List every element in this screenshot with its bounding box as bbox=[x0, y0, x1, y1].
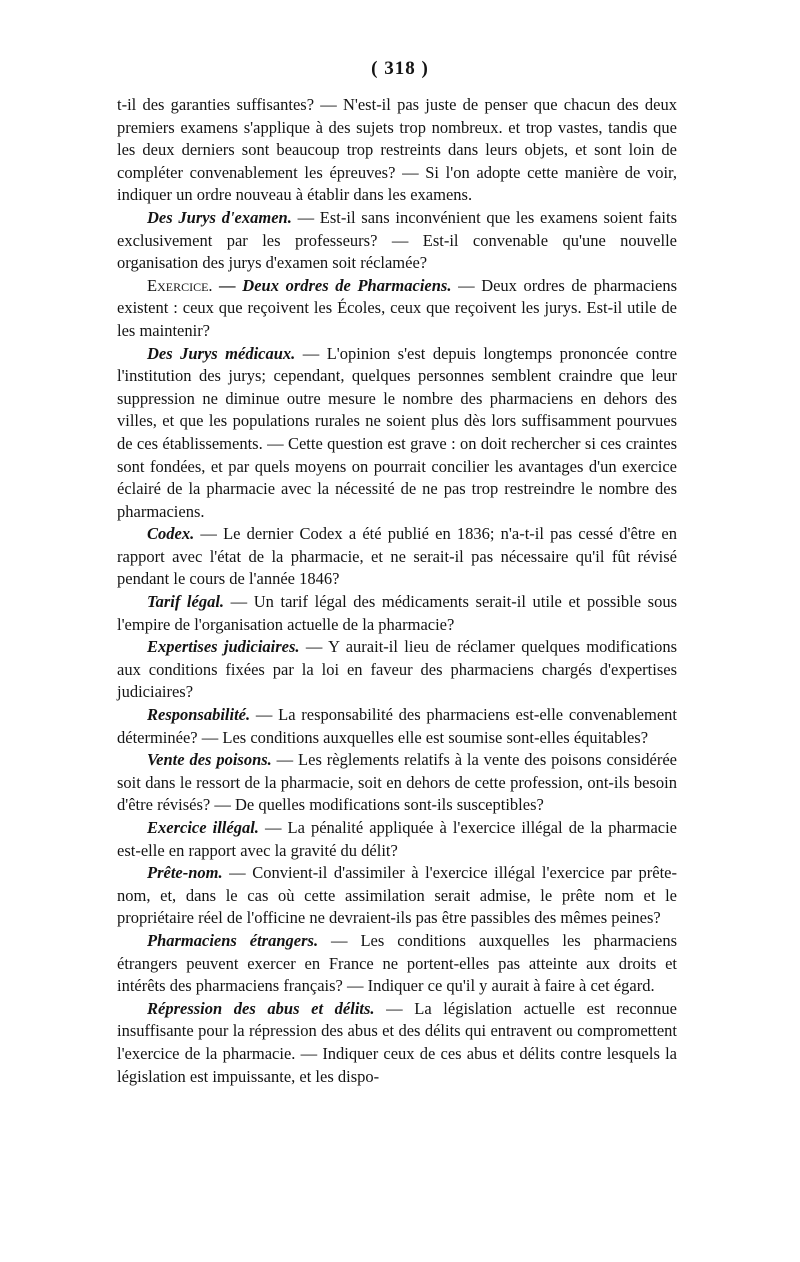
section-heading: Vente des poisons. bbox=[147, 750, 272, 770]
section-heading: Expertises judiciaires. bbox=[147, 637, 300, 657]
section-heading: Des Jurys médicaux. bbox=[147, 343, 296, 363]
paragraph-responsabilite bbox=[117, 704, 677, 749]
section-heading: Prête-nom. bbox=[147, 863, 223, 883]
paragraph-text: — L'opinion s'est depuis longtemps prononcée contre l'institution des jurys; cependant, quelques personnes semblent craindre que leur suppression ne diminue outre mesure le nombre des pharmaciens en dehors des villes, et que les populations rurales ne soient plus dès lors suffisamment pourvues de ces établissements. — Cette question est grave : on doit rechercher si ces craintes sont fondées, et par quels moyens on pourrait concilier les avantages d'un exercice éclairé de la pharmacie avec la nécessité de ne pas trop restreindre le nombre des pharmaciens. bbox=[117, 343, 677, 521]
body-text bbox=[117, 94, 677, 1088]
paragraph-etrangers bbox=[117, 930, 677, 998]
section-heading: Codex. bbox=[147, 524, 195, 544]
section-heading: Pharmaciens étrangers. bbox=[147, 930, 319, 950]
paragraph-jurys-medicaux bbox=[117, 343, 677, 524]
paragraph-text: — Les conditions auxquelles les pharmaciens étrangers peuvent exercer en France ne portent-elles pas atteinte aux droits et intérêts des pharmaciens français? — Indiquer ce qu'il y aurait à faire à cet égard. bbox=[117, 930, 678, 996]
paragraph-jurys-examen bbox=[117, 207, 677, 275]
section-heading: Répression des abus et délits. bbox=[147, 998, 375, 1018]
paragraph-continuation bbox=[117, 94, 677, 207]
paragraph-codex bbox=[117, 523, 677, 591]
paragraph-exercice-illegal bbox=[117, 817, 677, 862]
paragraph-text: — La pénalité appliquée à l'exercice illégal de la pharmacie est-elle en rapport avec la gravité du délit? bbox=[117, 818, 678, 860]
section-lead: Exercice. bbox=[147, 275, 213, 295]
paragraph-poisons bbox=[117, 749, 677, 817]
paragraph-text: t-il des garanties suffisantes? — N'est-il pas juste de penser que chacun des deux premiers examens s'applique à des sujets trop nombreux. et trop vastes, tandis que les deux derniers sont beaucoup trop restreints dans leurs objets, et sont loin de compléter convenablement les épreuves? — Si l'on adopte cette manière de voir, indiquer un ordre nouveau à établir dans les examens. bbox=[117, 95, 677, 205]
section-heading: Responsabilité. bbox=[147, 705, 251, 725]
paragraph-expertises bbox=[117, 636, 677, 704]
paragraph-text: — Les règlements relatifs à la vente des poisons considérée soit dans le ressort de la pharmacie, soit en dehors de cette profession, ont-ils besoin d'être révisés? — De quelles modifications sont-ils susceptibles? bbox=[117, 750, 677, 815]
paragraph-text: — La responsabilité des pharmaciens est-elle convenablement déterminée? — Les conditions auxquelles elle est soumise sont-elles équitables? bbox=[117, 705, 677, 747]
section-heading: Exercice illégal. bbox=[147, 818, 259, 837]
paragraph-text: — La législation actuelle est reconnue insuffisante pour la répression des abus et des délits qui entravent ou compromettent l'exercice de la pharmacie. — Indiquer ceux de ces abus et délits contre lesquels la législation est impuissante, et les dispo- bbox=[117, 998, 677, 1086]
paragraph-prete-nom bbox=[117, 862, 677, 930]
section-heading: Tarif légal. bbox=[147, 592, 225, 612]
paragraph-tarif bbox=[117, 591, 677, 636]
page-number: ( 318 ) bbox=[371, 58, 429, 79]
section-heading: Des Jurys d'examen. bbox=[147, 207, 292, 227]
paragraph-text: — Convient-il d'assimiler à l'exercice illégal l'exercice par prête-nom, et, dans le cas où cette assimilation serait admise, le prête nom et le propriétaire réel de l'officine ne devraient-ils pas être passibles des mêmes peines? bbox=[117, 863, 677, 928]
paragraph-text: — Est-il sans inconvénient que les examens soient faits exclusivement par les professeurs? — Est-il convenable qu'une nouvelle organisation des jurys d'examen soit réclamée? bbox=[117, 207, 677, 273]
paragraph-text: — Y aurait-il lieu de réclamer quelques modifications aux conditions fixées par la loi en faveur des pharmaciens chargés d'expertises judiciaires? bbox=[117, 637, 677, 702]
paragraph-repression bbox=[117, 998, 677, 1088]
paragraph-deux-ordres bbox=[117, 275, 677, 343]
paragraph-text: — Un tarif légal des médicaments serait-il utile et possible sous l'empire de l'organisation actuelle de la pharmacie? bbox=[117, 592, 677, 634]
paragraph-text: — Le dernier Codex a été publié en 1836; n'a-t-il pas cessé d'être en rapport avec l'état de la pharmacie, et ne serait-il pas nécessaire qu'il fût révisé pendant le cours de l'année 1846? bbox=[117, 524, 677, 589]
paragraph-text: — Deux ordres de pharmaciens existent : ceux que reçoivent les Écoles, ceux que reçoivent les jurys. Est-il utile de les maintenir? bbox=[117, 275, 677, 340]
section-heading: — Deux ordres de Pharmaciens. bbox=[212, 275, 452, 295]
